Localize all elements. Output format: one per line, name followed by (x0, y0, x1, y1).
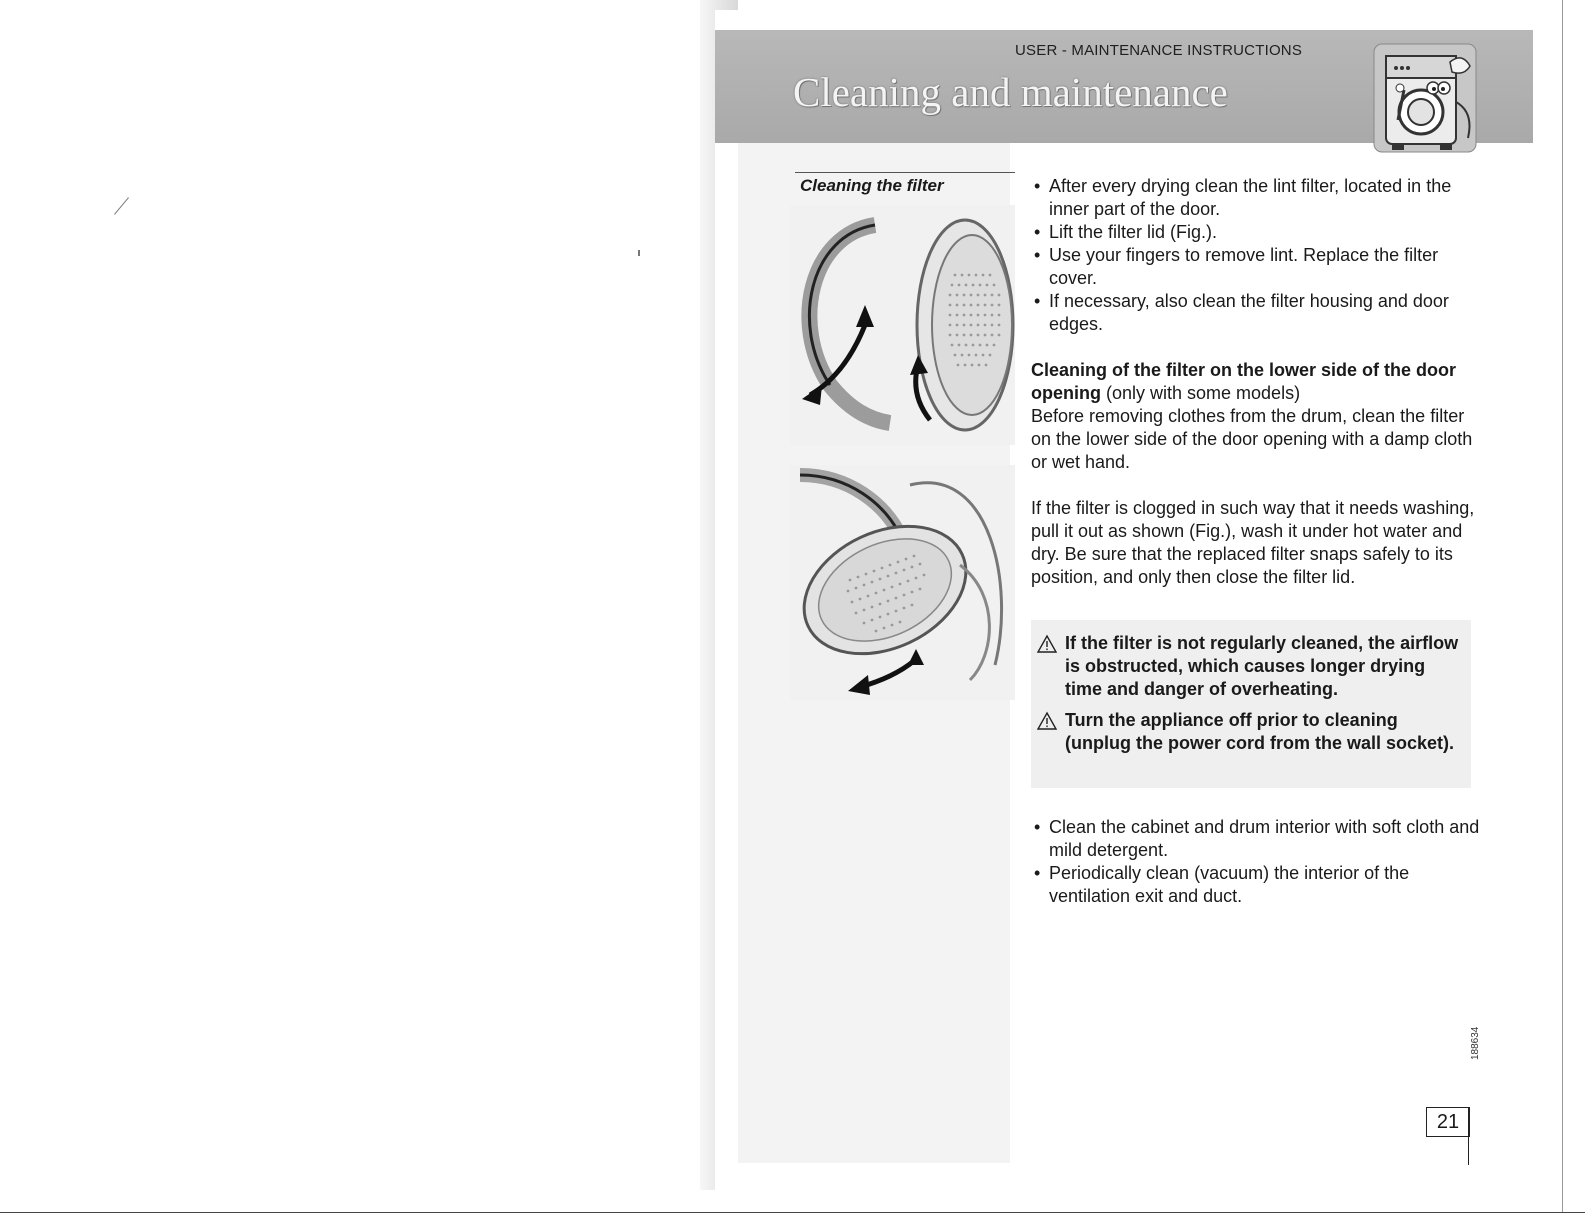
pen-mark (638, 250, 640, 256)
page-number-rule (1468, 1107, 1469, 1165)
clogged-filter-paragraph: If the filter is clogged in such way that it needs washing, pull it out as shown (Fig.), wash it under hot water and dry. Be sure that the replaced filter snaps safely to its position, and only then close the filter lid. (1031, 498, 1475, 587)
door-filter-lift-illustration (790, 205, 1015, 445)
list-item: • Periodically clean (vacuum) the interior of the ventilation exit and duct. (1031, 862, 1481, 908)
document-code: 188634 (1470, 1026, 1481, 1060)
page-title: Cleaning and maintenance (793, 69, 1228, 115)
filter-removal-illustration (790, 465, 1015, 700)
cabinet-steps-list (1031, 816, 1481, 908)
section-label: USER - MAINTENANCE INSTRUCTIONS (1015, 42, 1303, 59)
warning-text: Turn the appliance off prior to cleaning (unplug the power cord from the wall socket). (1065, 710, 1455, 753)
cabinet-cleaning-column (1031, 816, 1481, 908)
page-edge (1562, 0, 1563, 1212)
heading-rule (795, 172, 1015, 173)
scan-bottom-edge (0, 1212, 1585, 1213)
list-item: • After every drying clean the lint filter, located in the inner part of the door. (1031, 175, 1481, 221)
list-item: • If necessary, also clean the filter housing and door edges. (1031, 290, 1481, 336)
lower-filter-note: (only with some models) (1101, 383, 1301, 403)
washing-machine-mascot-icon (1372, 42, 1478, 154)
list-item: • Lift the filter lid (Fig.). (1031, 221, 1481, 244)
list-item: • Use your fingers to remove lint. Replace the filter cover. (1031, 244, 1481, 290)
instructions-column (1031, 175, 1481, 589)
warning-overheating (1037, 632, 1467, 701)
warning-icon (1037, 711, 1057, 731)
page-number: 21 (1426, 1107, 1470, 1137)
lower-filter-body: Before removing clothes from the drum, clean the filter on the lower side of the door opening with a damp cloth or wet hand. (1031, 406, 1473, 472)
warning-unplug (1037, 709, 1467, 755)
list-item: • Clean the cabinet and drum interior with soft cloth and mild detergent. (1031, 816, 1481, 862)
filter-steps-list (1031, 175, 1481, 336)
warning-text: If the filter is not regularly cleaned, the airflow is obstructed, which causes longer drying time and danger of overheating. (1065, 633, 1459, 699)
lower-filter-heading: Cleaning of the filter on the lower side of the door opening (1031, 360, 1457, 403)
left-blank-page (0, 0, 700, 1225)
lower-filter-section (1031, 359, 1481, 474)
warning-icon (1037, 634, 1057, 654)
filter-section-heading: Cleaning the filter (800, 176, 944, 195)
